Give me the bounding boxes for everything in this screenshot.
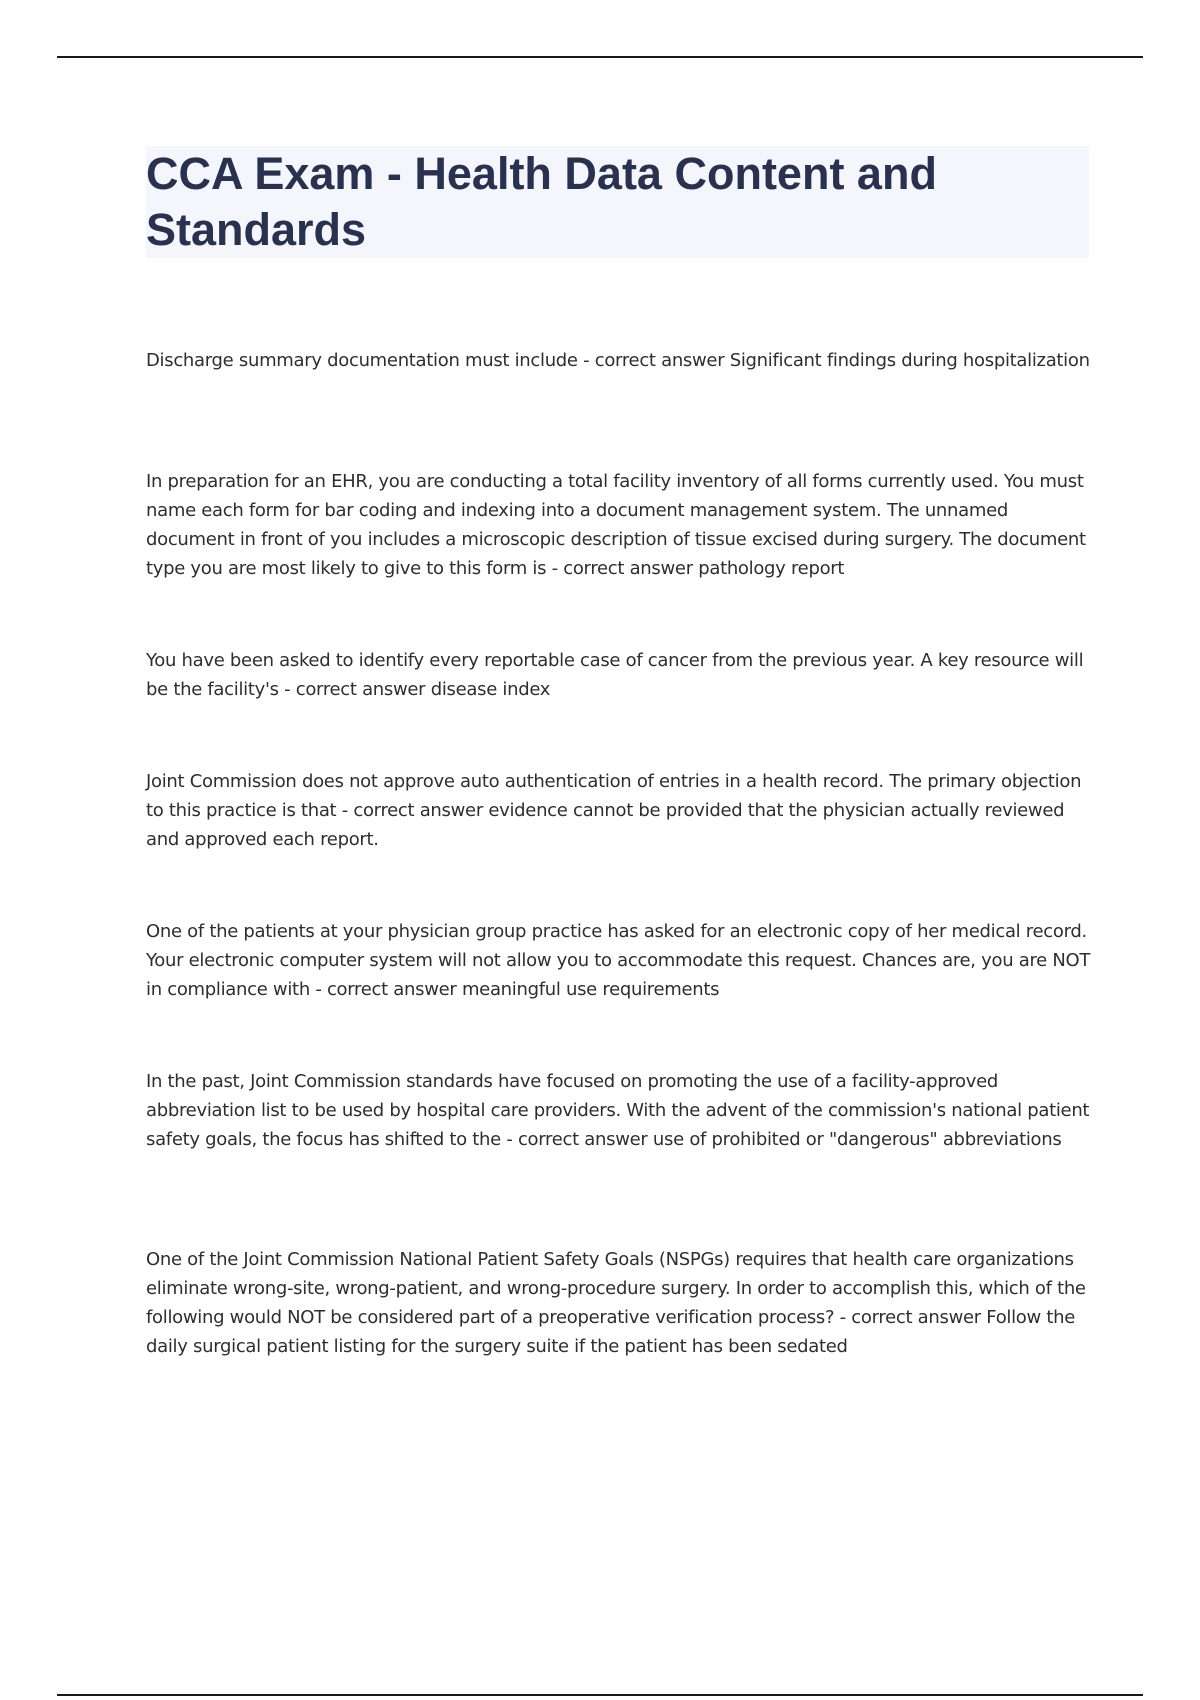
qa-item-7: One of the Joint Commission National Patient Safety Goals (NSPGs) requires that health care organizations eliminate wrong-site, wrong-patient, and wrong-procedure surgery. In order to accomplish this, which of the following would NOT be considered part of a preoperative verification process? - correct answer Follow the daily surgical patient listing for the surgery suite if the patient has been sedated [146, 1249, 1086, 1357]
top-rule [57, 56, 1143, 58]
qa-item-4: Joint Commission does not approve auto authentication of entries in a health record. The primary objection to this practice is that - correct answer evidence cannot be provided that the physician actually reviewed and approved each report. [146, 771, 1082, 850]
title-banner [146, 146, 1089, 258]
qa-item-5: One of the patients at your physician group practice has asked for an electronic copy of her medical record. Your electronic computer system will not allow you to accommodate this request. Chances are, you are NOT in compliance with - correct answer meaningful use requirements [146, 921, 1091, 1000]
qa-item-2: In preparation for an EHR, you are conducting a total facility inventory of all forms currently used. You must name each form for bar coding and indexing into a document management system. The unnamed document in front of you includes a microscopic description of tissue excised during surgery. The document type you are most likely to give to this form is - correct answer pathology report [146, 471, 1086, 579]
bottom-rule [57, 1694, 1143, 1696]
page-title: CCA Exam - Health Data Content and Standards [146, 148, 937, 255]
qa-item-3: You have been asked to identify every reportable case of cancer from the previous year. A key resource will be the facility's - correct answer disease index [146, 650, 1084, 700]
qa-item-6: In the past, Joint Commission standards have focused on promoting the use of a facility-approved abbreviation list to be used by hospital care providers. With the advent of the commission's national patient safety goals, the focus has shifted to the - correct answer use of prohibited or "dangerous" abbreviations [146, 1071, 1090, 1150]
qa-item-1: Discharge summary documentation must include - correct answer Significant findings during hospitalization [146, 350, 1090, 371]
